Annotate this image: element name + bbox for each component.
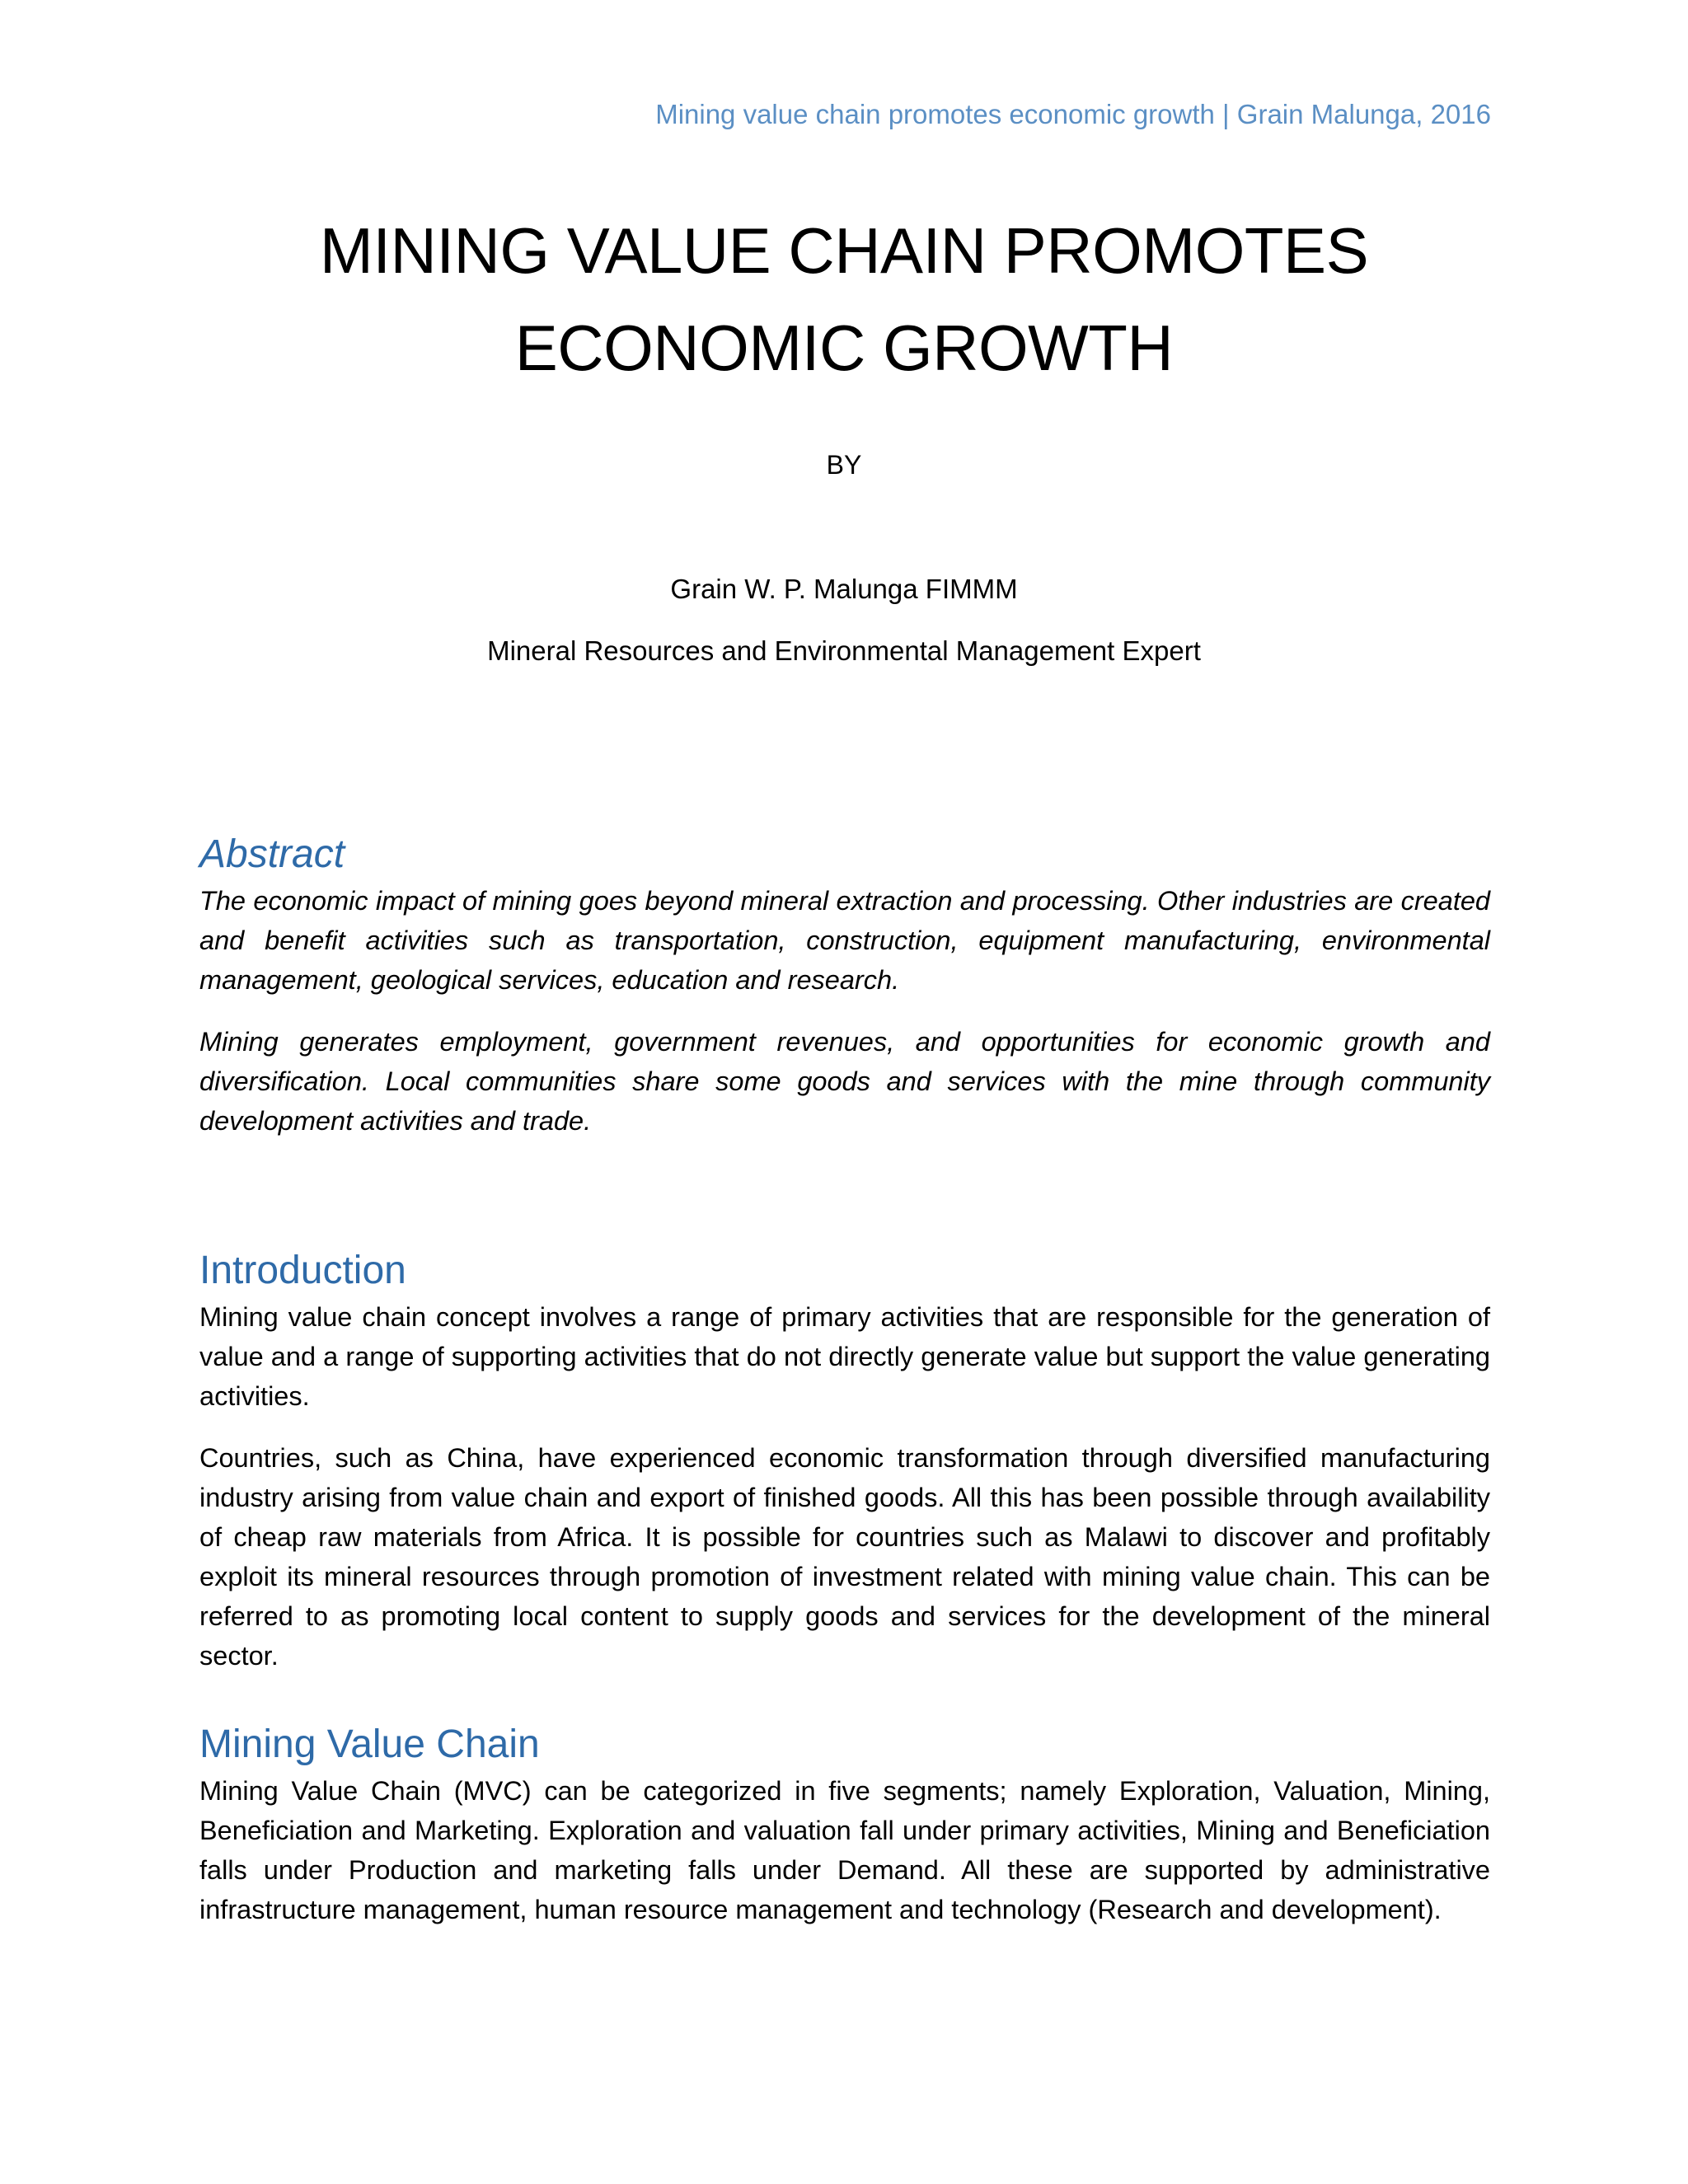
- document-title: [0, 202, 1688, 396]
- abstract-paragraph-2: Mining generates employment, government revenues, and opportunities for economic growth and diversification. Local communities share some goods and services with the mine through community development activities and trade.: [199, 1027, 1490, 1136]
- abstract-section: [199, 828, 1490, 1163]
- introduction-heading: Introduction: [199, 1249, 406, 1292]
- introduction-section: [199, 1244, 1490, 1698]
- mining-value-chain-section: [199, 1718, 1490, 1952]
- author-role: Mineral Resources and Environmental Management Expert: [487, 635, 1201, 666]
- mining-value-chain-heading: Mining Value Chain: [199, 1722, 540, 1766]
- document-title-line-2: ECONOMIC GROWTH: [514, 312, 1174, 384]
- author-name: Grain W. P. Malunga FIMMM: [670, 574, 1018, 604]
- byline: BY: [826, 450, 862, 480]
- introduction-paragraph-2: Countries, such as China, have experienced economic transformation through diversified manufacturing industry arising from value chain and export of finished goods. All this has been possible through availability of cheap raw materials from Africa. It is possible for countries such as Malawi to discover and profitably exploit its mineral resources through promotion of investment related with mining value chain. This can be referred to as promoting local content to supply goods and services for the development of the mineral sector.: [199, 1443, 1490, 1671]
- introduction-paragraph-1: Mining value chain concept involves a range of primary activities that are responsible for the generation of value and a range of supporting activities that do not directly generate value but support the value generating activities.: [199, 1302, 1490, 1411]
- abstract-paragraph-1: The economic impact of mining goes beyond mineral extraction and processing. Other industries are created and benefit activities such as transportation, construction, equipment manufacturing, environmental management, geological services, education and research.: [199, 886, 1490, 995]
- document-title-line-1: MINING VALUE CHAIN PROMOTES: [319, 214, 1369, 287]
- abstract-heading: Abstract: [199, 832, 345, 876]
- running-header: Mining value chain promotes economic growth | Grain Malunga, 2016: [655, 99, 1491, 129]
- mining-value-chain-paragraph-1: Mining Value Chain (MVC) can be categorized in five segments; namely Exploration, Valuation, Mining, Beneficiation and Marketing. Exploration and valuation fall under primary activities, Mining and Beneficiation falls under Production and marketing falls under Demand. All these are supported by administrative infrastructure management, human resource management and technology (Research and development).: [199, 1776, 1490, 1924]
